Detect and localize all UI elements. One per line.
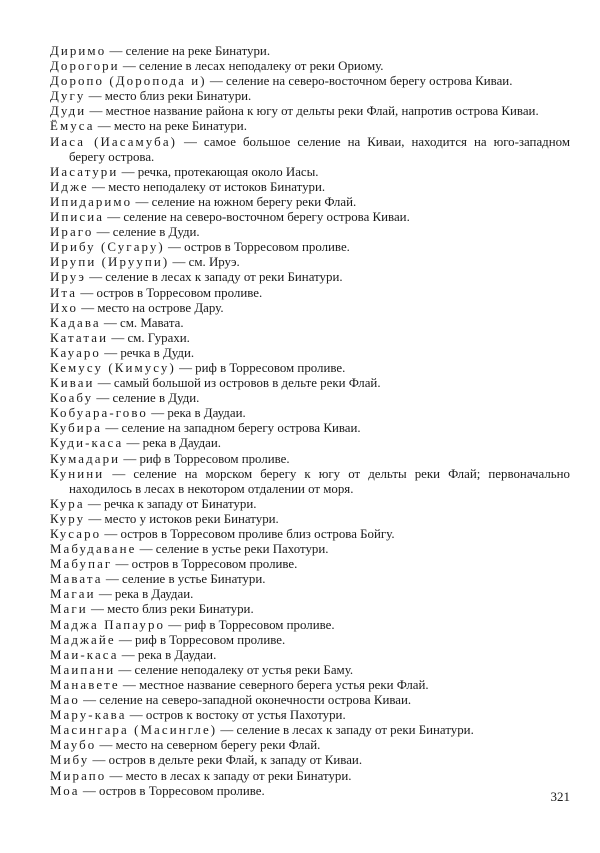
glossary-entry <box>50 587 570 602</box>
entry-term: Диримо <box>50 44 107 58</box>
glossary-entry <box>50 331 570 346</box>
entry-definition: — селение в лесах к западу от реки Бинатури. <box>85 270 343 285</box>
glossary-entry <box>50 74 570 89</box>
entry-term: Дорогори <box>50 59 120 74</box>
entry-term: Дуди <box>50 104 87 119</box>
glossary-entry <box>50 527 570 542</box>
entry-term: Иаса (Иасамуба) <box>50 134 178 149</box>
glossary-entry <box>50 240 570 255</box>
entry-definition: — риф в Торресовом проливе. <box>175 360 346 375</box>
entry-definition: — местное название северного берега устья реки Флай. <box>119 677 429 692</box>
entry-definition: — место близ реки Бинатури. <box>87 602 254 617</box>
entry-definition: — селение в устье Бинатури. <box>102 572 266 587</box>
entry-term: Маи-каса <box>50 647 119 662</box>
glossary-entry <box>50 104 570 119</box>
entry-definition: — самый большой из островов в дельте реки Флай. <box>94 376 381 391</box>
entry-term: Маджайе <box>50 632 116 647</box>
glossary-entry <box>50 693 570 708</box>
entry-term: Кататаи <box>50 330 109 345</box>
entry-definition: — река в Даудаи. <box>147 406 246 421</box>
entry-definition: — место на реке Бинатури. <box>94 119 247 134</box>
entry-definition: — остров в Торресовом проливе близ острова Бойгу. <box>101 527 395 541</box>
glossary-entry <box>50 769 570 784</box>
entry-term: Ируэ <box>50 270 86 285</box>
entry-term: Кумадари <box>50 451 121 466</box>
glossary-entry <box>50 316 570 331</box>
entry-definition: — остров в Торресовом проливе. <box>112 557 298 572</box>
glossary-entry <box>50 602 570 617</box>
entry-definition: — место неподалеку от истоков Бинатури. <box>88 179 326 194</box>
glossary-entry <box>50 180 570 195</box>
glossary-entry <box>50 346 570 361</box>
entry-term: Маджа Папауро <box>50 617 166 632</box>
entry-term: Мавата <box>50 572 103 587</box>
glossary-entry <box>50 542 570 557</box>
glossary-entry <box>50 452 570 467</box>
entry-definition: — место у истоков реки Бинатури. <box>85 511 279 526</box>
entry-term: Кунини <box>50 466 105 481</box>
glossary-entry <box>50 467 570 497</box>
glossary-entry <box>50 512 570 527</box>
entry-definition: — риф в Торресовом проливе. <box>115 632 286 647</box>
glossary-entry <box>50 678 570 693</box>
entry-definition: — см. Ируэ. <box>169 255 240 270</box>
entry-definition: — местное название района к югу от дельты реки Флай, напротив острова Киваи. <box>86 104 539 119</box>
glossary-entry <box>50 572 570 587</box>
entry-term: Моа <box>50 783 80 798</box>
glossary-entry <box>50 255 570 270</box>
entry-definition: — остров в Торресовом проливе. <box>79 783 265 798</box>
entry-term: Иасатури <box>50 164 119 179</box>
entry-term: Кобуара-гово <box>50 406 148 421</box>
entry-term: Манавете <box>50 677 120 692</box>
entry-definition: — селение на морском берегу к югу от дельты реки Флай; первоначально находилось в лесах в некотором отдалении от моря. <box>69 466 570 496</box>
entry-definition: — см. Гурахи. <box>108 330 190 345</box>
glossary-entry <box>50 210 570 225</box>
entry-term: Ипидаримо <box>50 194 133 209</box>
glossary-entry <box>50 195 570 210</box>
entry-definition: — селение в лесах неподалеку от реки Ориому. <box>119 59 384 74</box>
entry-definition: — селение в лесах к западу от реки Бинатури. <box>217 723 474 738</box>
glossary-entry <box>50 421 570 436</box>
entry-definition: — селение в Дуди. <box>93 225 200 240</box>
entry-definition: — селение неподалеку от устья реки Баму. <box>115 662 354 677</box>
entry-definition: — селение на северо-восточном берегу острова Киваи. <box>104 210 410 225</box>
entry-definition: — селение в Дуди. <box>93 391 200 406</box>
glossary-entries <box>50 44 570 799</box>
entry-term: Мабудаване <box>50 542 137 557</box>
entry-definition: — место в лесах к западу от реки Бинатури. <box>106 768 352 783</box>
entry-term: Иписиа <box>50 210 105 225</box>
entry-definition: — риф в Торресовом проливе. <box>165 617 335 632</box>
page-number: 321 <box>550 789 570 804</box>
entry-definition: — река в Даудаи. <box>118 647 217 662</box>
glossary-entry <box>50 301 570 316</box>
glossary-entry <box>50 633 570 648</box>
entry-definition: — речка в Дуди. <box>100 345 195 360</box>
entry-term: Кура <box>50 496 85 511</box>
entry-term: Дугу <box>50 89 86 104</box>
glossary-entry <box>50 663 570 678</box>
entry-term: Мабупаг <box>50 557 113 572</box>
glossary-entry <box>50 784 570 799</box>
entry-definition: — селение в устье реки Пахотури. <box>136 542 329 557</box>
entry-definition: — см. Мавата. <box>100 315 184 330</box>
entry-term: Ираго <box>50 225 94 240</box>
glossary-entry <box>50 497 570 512</box>
glossary-entry <box>50 361 570 376</box>
glossary-entry <box>50 708 570 723</box>
glossary-entry <box>50 225 570 240</box>
entry-term: Кемусу (Кимусу) <box>50 360 176 375</box>
glossary-entry <box>50 648 570 663</box>
entry-definition: — остров в дельте реки Флай, к западу от Киваи. <box>89 753 363 768</box>
glossary-entry <box>50 618 570 633</box>
entry-definition: — место на острове Дару. <box>78 300 224 315</box>
entry-term: Куди-каса <box>50 436 124 451</box>
entry-term: Маубо <box>50 738 97 753</box>
entry-definition: — река в Даудаи. <box>95 587 194 602</box>
entry-definition: — место близ реки Бинатури. <box>85 89 252 104</box>
entry-term: Киваи <box>50 376 95 391</box>
entry-term: Магаи <box>50 587 96 602</box>
entry-definition: — селение на северо-восточном берегу острова Киваи. <box>206 74 513 89</box>
glossary-entry <box>50 119 570 134</box>
entry-definition: — селение на западном берегу острова Киваи. <box>102 421 361 436</box>
entry-term: Кусаро <box>50 527 102 541</box>
entry-definition: — остров к востоку от устья Пахотури. <box>126 708 346 723</box>
entry-term: Маги <box>50 602 88 617</box>
glossary-entry <box>50 44 570 59</box>
glossary-entry <box>50 738 570 753</box>
entry-term: Маипани <box>50 662 116 677</box>
entry-definition: — место на северном берегу реки Флай. <box>96 738 321 753</box>
entry-definition: — остров в Торресовом проливе. <box>77 285 263 300</box>
entry-term: Ёмуса <box>50 119 95 134</box>
entry-term: Мару-кава <box>50 708 127 723</box>
entry-definition: — селение на северо-западной оконечности острова Киваи. <box>79 693 412 708</box>
entry-term: Мао <box>50 693 80 708</box>
glossary-entry <box>50 753 570 768</box>
glossary-entry <box>50 135 570 165</box>
glossary-entry <box>50 270 570 285</box>
entry-definition: — селение на реке Бинатури. <box>106 44 271 58</box>
entry-term: Идже <box>50 179 89 194</box>
glossary-entry <box>50 436 570 451</box>
entry-definition: — риф в Торресовом проливе. <box>120 451 290 466</box>
glossary-entry <box>50 376 570 391</box>
entry-term: Мирапо <box>50 768 107 783</box>
entry-definition: — река в Даудаи. <box>123 436 222 451</box>
entry-term: Доропо (Доропода и) <box>50 74 207 89</box>
glossary-entry <box>50 286 570 301</box>
glossary-entry <box>50 59 570 74</box>
entry-definition: — речка к западу от Бинатури. <box>84 496 257 511</box>
entry-term: Кауаро <box>50 345 101 360</box>
entry-definition: — речка, протекающая около Иасы. <box>118 164 319 179</box>
entry-term: Куру <box>50 511 86 526</box>
entry-term: Кадава <box>50 315 101 330</box>
entry-definition: — остров в Торресовом проливе. <box>164 240 350 255</box>
glossary-entry <box>50 557 570 572</box>
entry-definition: — самое большое селение на Киваи, находится на юго-западном берегу острова. <box>69 134 570 164</box>
entry-term: Кубира <box>50 421 103 436</box>
glossary-entry <box>50 723 570 738</box>
entry-term: Ирупи (Ируупи) <box>50 255 170 270</box>
entry-term: Мибу <box>50 753 90 768</box>
entry-definition: — селение на южном берегу реки Флай. <box>132 194 357 209</box>
glossary-entry <box>50 391 570 406</box>
entry-term: Ита <box>50 285 78 300</box>
glossary-entry <box>50 165 570 180</box>
entry-term: Масингара (Масингле) <box>50 723 218 738</box>
glossary-entry <box>50 89 570 104</box>
glossary-entry <box>50 406 570 421</box>
entry-term: Ирибу (Сугару) <box>50 240 165 255</box>
entry-term: Коабу <box>50 391 94 406</box>
entry-term: Ихо <box>50 300 79 315</box>
